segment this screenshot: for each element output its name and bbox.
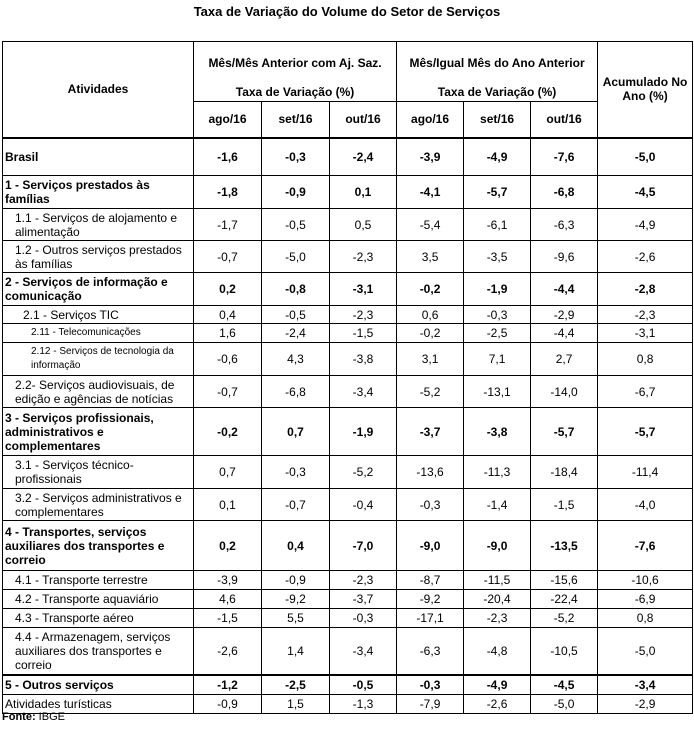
value-cell: 1,5 (262, 695, 330, 714)
activity-label: 4.3 - Transporte aéreo (3, 609, 194, 628)
value-cell: -5,7 (464, 176, 531, 209)
value-cell: -4,9 (464, 675, 531, 695)
activity-label: 2.12 - Serviços de tecnologia da informação (3, 343, 194, 376)
table-row (3, 456, 693, 489)
value-cell: -6,8 (531, 176, 598, 209)
table-row (3, 571, 693, 590)
value-cell: -10,6 (598, 571, 693, 590)
value-cell: -3,5 (464, 241, 531, 273)
value-cell: 0,1 (330, 176, 397, 209)
value-cell: 0,4 (194, 306, 262, 324)
value-cell: -9,2 (262, 590, 330, 609)
value-cell: -2,4 (262, 324, 330, 343)
value-cell: -11,5 (464, 571, 531, 590)
value-cell: -1,2 (194, 675, 262, 695)
header-month: set/16 (262, 102, 330, 138)
table-row (3, 521, 693, 571)
header-group-year-over-year: Mês/Igual Mês do Ano Anterior (397, 42, 598, 84)
value-cell: -9,0 (397, 521, 464, 571)
value-cell: -4,9 (598, 209, 693, 241)
value-cell: -2,9 (598, 695, 693, 714)
value-cell: -6,9 (598, 590, 693, 609)
activity-label: 3 - Serviços profissionais, administrativos e complementares (3, 408, 194, 456)
value-cell: 7,1 (464, 343, 531, 376)
value-cell: -6,3 (531, 209, 598, 241)
table-row (3, 376, 693, 408)
value-cell: -15,6 (531, 571, 598, 590)
value-cell: -0,7 (194, 241, 262, 273)
value-cell: -2,6 (194, 628, 262, 675)
value-cell: -10,5 (531, 628, 598, 675)
value-cell: -9,2 (397, 590, 464, 609)
table-row (3, 241, 693, 273)
value-cell: -5,2 (531, 609, 598, 628)
value-cell: -11,3 (464, 456, 531, 489)
value-cell: -1,8 (194, 176, 262, 209)
value-cell: -1,9 (330, 408, 397, 456)
activity-label: 1 - Serviços prestados às famílias (3, 176, 194, 209)
value-cell: 4,3 (262, 343, 330, 376)
value-cell: -5,0 (598, 628, 693, 675)
value-cell: -0,2 (194, 408, 262, 456)
value-cell: -0,9 (262, 176, 330, 209)
activity-label: 2.11 - Telecomunicações (3, 324, 194, 343)
value-cell: 0,2 (194, 273, 262, 306)
activity-label: 4.1 - Transporte terrestre (3, 571, 194, 590)
value-cell: -0,3 (397, 489, 464, 521)
value-cell: 0,8 (598, 609, 693, 628)
value-cell: -4,5 (531, 675, 598, 695)
header-month: set/16 (464, 102, 531, 138)
value-cell: -2,3 (464, 609, 531, 628)
activity-label: 3.2 - Serviços administrativos e complementares (3, 489, 194, 521)
header-month: out/16 (531, 102, 598, 138)
value-cell: -3,4 (598, 675, 693, 695)
activity-label: 2 - Serviços de informação e comunicação (3, 273, 194, 306)
table-row (3, 628, 693, 675)
activity-label: 2.1 - Serviços TIC (3, 306, 194, 324)
value-cell: -5,0 (262, 241, 330, 273)
table-row (3, 324, 693, 343)
value-cell: 0,1 (194, 489, 262, 521)
value-cell: -6,7 (598, 376, 693, 408)
value-cell: -1,7 (194, 209, 262, 241)
value-cell: -3,7 (330, 590, 397, 609)
header-accumulated: Acumulado No Ano (%) (598, 42, 693, 138)
value-cell: -0,9 (194, 695, 262, 714)
value-cell: -13,1 (464, 376, 531, 408)
value-cell: -0,4 (330, 489, 397, 521)
value-cell: 5,5 (262, 609, 330, 628)
value-cell: -5,0 (531, 695, 598, 714)
value-cell: -4,5 (598, 176, 693, 209)
value-cell: -22,4 (531, 590, 598, 609)
value-cell: -3,8 (330, 343, 397, 376)
value-cell: -17,1 (397, 609, 464, 628)
activity-label: 2.2- Serviços audiovisuais, de edição e agências de notícias (3, 376, 194, 408)
value-cell: 4,6 (194, 590, 262, 609)
value-cell: -2,9 (531, 306, 598, 324)
services-volume-table (2, 41, 693, 714)
value-cell: -0,3 (397, 675, 464, 695)
value-cell: -1,3 (330, 695, 397, 714)
activity-label: 4 - Transportes, serviços auxiliares dos transportes e correio (3, 521, 194, 571)
value-cell: -2,5 (464, 324, 531, 343)
value-cell: -2,6 (598, 241, 693, 273)
value-cell: -4,0 (598, 489, 693, 521)
value-cell: -5,7 (531, 408, 598, 456)
value-cell: -5,7 (598, 408, 693, 456)
value-cell: -0,7 (262, 489, 330, 521)
table-row (3, 408, 693, 456)
value-cell: -0,3 (262, 138, 330, 176)
value-cell: -0,3 (464, 306, 531, 324)
value-cell: -0,5 (262, 306, 330, 324)
value-cell: -7,9 (397, 695, 464, 714)
table-row (3, 138, 693, 176)
value-cell: -9,0 (464, 521, 531, 571)
value-cell: -4,1 (397, 176, 464, 209)
value-cell: -2,6 (464, 695, 531, 714)
value-cell: -4,9 (464, 138, 531, 176)
value-cell: -7,6 (531, 138, 598, 176)
table-row (3, 209, 693, 241)
value-cell: -0,2 (397, 273, 464, 306)
table-row (3, 273, 693, 306)
table-title: Taxa de Variação do Volume do Setor de Serviços (193, 4, 501, 19)
value-cell: 0,5 (330, 209, 397, 241)
value-cell: -0,9 (262, 571, 330, 590)
value-cell: -8,7 (397, 571, 464, 590)
value-cell: 0,8 (598, 343, 693, 376)
value-cell: -4,4 (531, 273, 598, 306)
value-cell: 0,2 (194, 521, 262, 571)
table-row (3, 306, 693, 324)
value-cell: -1,5 (531, 489, 598, 521)
value-cell: -2,4 (330, 138, 397, 176)
header-group-month-over-month: Mês/Mês Anterior com Aj. Saz. (194, 42, 397, 84)
value-cell: -2,3 (330, 241, 397, 273)
header-month: ago/16 (397, 102, 464, 138)
header-rate-1: Taxa de Variação (%) (194, 84, 397, 102)
value-cell: -14,0 (531, 376, 598, 408)
value-cell: -1,4 (464, 489, 531, 521)
table-row (3, 695, 693, 714)
table-body (3, 138, 693, 714)
value-cell: 3,1 (397, 343, 464, 376)
table-row (3, 343, 693, 376)
value-cell: -6,8 (262, 376, 330, 408)
activity-label: 1.2 - Outros serviços prestados às famílias (3, 241, 194, 273)
value-cell: -2,3 (330, 571, 397, 590)
value-cell: -4,4 (531, 324, 598, 343)
value-cell: 0,6 (397, 306, 464, 324)
value-cell: -5,2 (397, 376, 464, 408)
value-cell: -1,9 (464, 273, 531, 306)
value-cell: -3,7 (397, 408, 464, 456)
value-cell: -0,7 (194, 376, 262, 408)
value-cell: -0,3 (262, 456, 330, 489)
value-cell: -0,6 (194, 343, 262, 376)
header-month: out/16 (330, 102, 397, 138)
source-value: IBGE (38, 711, 65, 723)
value-cell: -5,0 (598, 138, 693, 176)
activity-label: 1.1 - Serviços de alojamento e alimentação (3, 209, 194, 241)
value-cell: -2,8 (598, 273, 693, 306)
value-cell: -3,8 (464, 408, 531, 456)
table-row (3, 609, 693, 628)
value-cell: -6,1 (464, 209, 531, 241)
value-cell: -18,4 (531, 456, 598, 489)
activity-label: 5 - Outros serviços (3, 675, 194, 695)
value-cell: 3,5 (397, 241, 464, 273)
value-cell: -7,6 (598, 521, 693, 571)
value-cell: -3,9 (194, 571, 262, 590)
value-cell: -11,4 (598, 456, 693, 489)
value-cell: 1,6 (194, 324, 262, 343)
value-cell: 0,4 (262, 521, 330, 571)
value-cell: -0,2 (397, 324, 464, 343)
value-cell: -1,6 (194, 138, 262, 176)
header-activities: Atividades (3, 42, 194, 138)
value-cell: -3,4 (330, 376, 397, 408)
value-cell: 0,7 (194, 456, 262, 489)
value-cell: -4,8 (464, 628, 531, 675)
table-row (3, 675, 693, 695)
value-cell: 2,7 (531, 343, 598, 376)
value-cell: -2,3 (330, 306, 397, 324)
value-cell: -3,1 (330, 273, 397, 306)
activity-label: 4.4 - Armazenagem, serviços auxiliares dos transportes e correio (3, 628, 194, 675)
value-cell: -1,5 (330, 324, 397, 343)
value-cell: 1,4 (262, 628, 330, 675)
value-cell: -2,5 (262, 675, 330, 695)
activity-label: 4.2 - Transporte aquaviário (3, 590, 194, 609)
value-cell: -0,8 (262, 273, 330, 306)
value-cell: -0,5 (330, 675, 397, 695)
value-cell: -5,4 (397, 209, 464, 241)
value-cell: -7,0 (330, 521, 397, 571)
header-month: ago/16 (194, 102, 262, 138)
value-cell: 0,7 (262, 408, 330, 456)
table-row (3, 489, 693, 521)
header-rate-2: Taxa de Variação (%) (397, 84, 598, 102)
value-cell: -13,6 (397, 456, 464, 489)
activity-label: 3.1 - Serviços técnico-profissionais (3, 456, 194, 489)
table-row (3, 590, 693, 609)
value-cell: -0,5 (262, 209, 330, 241)
value-cell: -3,1 (598, 324, 693, 343)
value-cell: -2,3 (598, 306, 693, 324)
table-row (3, 176, 693, 209)
source-note (2, 711, 65, 723)
value-cell: -20,4 (464, 590, 531, 609)
activity-label: Brasil (3, 138, 194, 176)
value-cell: -6,3 (397, 628, 464, 675)
value-cell: -0,3 (330, 609, 397, 628)
value-cell: -1,5 (194, 609, 262, 628)
value-cell: -5,2 (330, 456, 397, 489)
activity-label: Atividades turísticas (3, 695, 194, 714)
source-label: Fonte: (2, 711, 36, 723)
value-cell: -3,4 (330, 628, 397, 675)
value-cell: -3,9 (397, 138, 464, 176)
value-cell: -13,5 (531, 521, 598, 571)
value-cell: -9,6 (531, 241, 598, 273)
